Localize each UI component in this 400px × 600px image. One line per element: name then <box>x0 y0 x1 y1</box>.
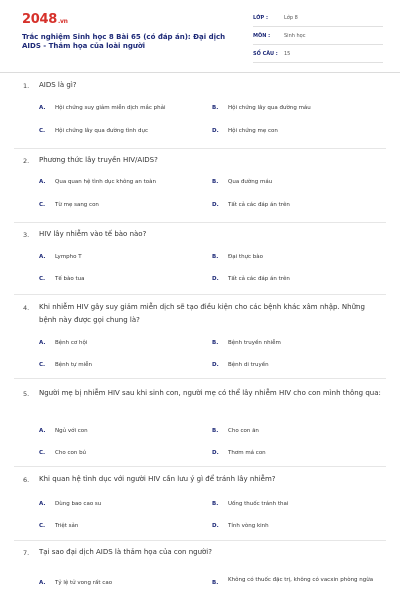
option-text: Qua đường máu <box>228 179 273 185</box>
question-divider <box>14 378 386 379</box>
option-text: Bệnh tự miễn <box>55 362 93 368</box>
document-header <box>0 0 400 73</box>
option-letter: C. <box>39 450 46 456</box>
question-number: 3. <box>23 231 30 239</box>
meta-subject-value: Sinh học <box>284 33 306 39</box>
option-text: Bệnh di truyền <box>228 362 269 368</box>
question-text: Phương thức lây truyền HIV/AIDS? <box>39 156 158 164</box>
option-letter: B. <box>212 254 219 260</box>
meta-subject-label: MÔN : <box>253 33 271 39</box>
option-letter: A. <box>39 179 46 185</box>
option-letter: D. <box>212 523 219 529</box>
meta-grade-value: Lớp 8 <box>284 15 298 21</box>
option-text: Hội chứng mẹ con <box>228 128 278 134</box>
option-text: Hội chứng suy giảm miễn dịch mắc phải <box>55 105 166 111</box>
option-letter: D. <box>212 202 219 208</box>
meta-count-value: 15 <box>284 51 291 57</box>
question-text: Tại sao đại dịch AIDS là thảm họa của con người? <box>39 548 212 556</box>
option-letter: C. <box>39 362 46 368</box>
option-text: Dùng bao cao su <box>55 501 102 507</box>
question-divider <box>14 466 386 467</box>
option-text: Triệt sản <box>55 523 79 529</box>
option-letter: B. <box>212 580 219 586</box>
option-text: Tính vòng kinh <box>228 523 269 529</box>
document-meta <box>253 12 383 66</box>
option-text: Đại thực bào <box>228 254 264 260</box>
option-text: Qua quan hệ tình dục không an toàn <box>55 179 157 185</box>
meta-count-label: SỐ CÂU : <box>253 51 278 57</box>
option-text: Tỷ lệ tử vong rất cao <box>55 580 113 586</box>
question-text: AIDS là gì? <box>39 81 77 89</box>
option-letter: A. <box>39 428 46 434</box>
question-number: 6. <box>23 476 30 484</box>
option-text: Bệnh truyền nhiễm <box>228 340 281 346</box>
option-letter: A. <box>39 580 46 586</box>
option-letter: A. <box>39 501 46 507</box>
option-letter: B. <box>212 340 219 346</box>
option-letter: B. <box>212 501 219 507</box>
option-letter: D. <box>212 128 219 134</box>
question-text: HIV lây nhiễm vào tế bào nào? <box>39 230 147 238</box>
meta-count <box>253 48 383 63</box>
option-text: Tế bào tua <box>55 276 85 282</box>
option-letter: C. <box>39 128 46 134</box>
option-text: Hội chứng lây qua đường tình dục <box>55 128 148 134</box>
option-letter: B. <box>212 105 219 111</box>
question-text: Khi quan hệ tình dục với người HIV cần lưu ý gì để tránh lây nhiễm? <box>39 475 276 483</box>
meta-grade-label: LỚP : <box>253 15 268 21</box>
option-letter: D. <box>212 276 219 282</box>
option-text: Thơm má con <box>228 450 266 456</box>
question-number: 1. <box>23 82 30 90</box>
question-text: Khi nhiễm HIV gây suy giảm miễn dịch sẽ tạo điều kiện cho các bệnh khác xâm nhập. Những bệnh này được gọi chung là? <box>39 303 365 324</box>
option-text: Ngủ với con <box>55 428 88 434</box>
option-text: Không có thuốc đặc trị, không có vacxin phòng ngừa <box>228 577 374 583</box>
option-letter: A. <box>39 105 46 111</box>
option-letter: A. <box>39 254 46 260</box>
meta-subject <box>253 30 383 45</box>
question-divider <box>14 540 386 541</box>
question-number: 4. <box>23 304 30 312</box>
question-number: 7. <box>23 549 30 557</box>
document-title: Trắc nghiệm Sinh học 8 Bài 65 (có đáp án): Đại dịch AIDS - Thảm họa của loài người <box>22 33 226 50</box>
option-text: Tất cả các đáp án trên <box>228 202 290 208</box>
option-text: Lympho T <box>55 254 82 260</box>
site-logo[interactable]: 2048.vn <box>22 12 68 27</box>
question-divider <box>14 148 386 149</box>
question-text: Người mẹ bị nhiễm HIV sau khi sinh con, người mẹ có thể lây nhiễm HIV cho con mình thông qua: <box>39 389 381 397</box>
option-text: Cho con bú <box>55 450 87 456</box>
option-letter: C. <box>39 276 46 282</box>
option-letter: D. <box>212 450 219 456</box>
question-divider <box>14 222 386 223</box>
option-text: Tất cả các đáp án trên <box>228 276 290 282</box>
option-text: Hội chứng lây qua đường máu <box>228 105 311 111</box>
question-number: 2. <box>23 157 30 165</box>
option-text: Bệnh cơ hội <box>55 340 88 346</box>
question-divider <box>14 294 386 295</box>
option-text: Cho con ăn <box>228 428 259 434</box>
option-letter: A. <box>39 340 46 346</box>
option-letter: B. <box>212 428 219 434</box>
option-text: Từ mẹ sang con <box>55 202 99 208</box>
option-letter: B. <box>212 179 219 185</box>
option-text: Uống thuốc tránh thai <box>228 501 289 507</box>
option-letter: C. <box>39 523 46 529</box>
option-letter: D. <box>212 362 219 368</box>
option-letter: C. <box>39 202 46 208</box>
meta-grade <box>253 12 383 27</box>
question-number: 5. <box>23 390 30 398</box>
